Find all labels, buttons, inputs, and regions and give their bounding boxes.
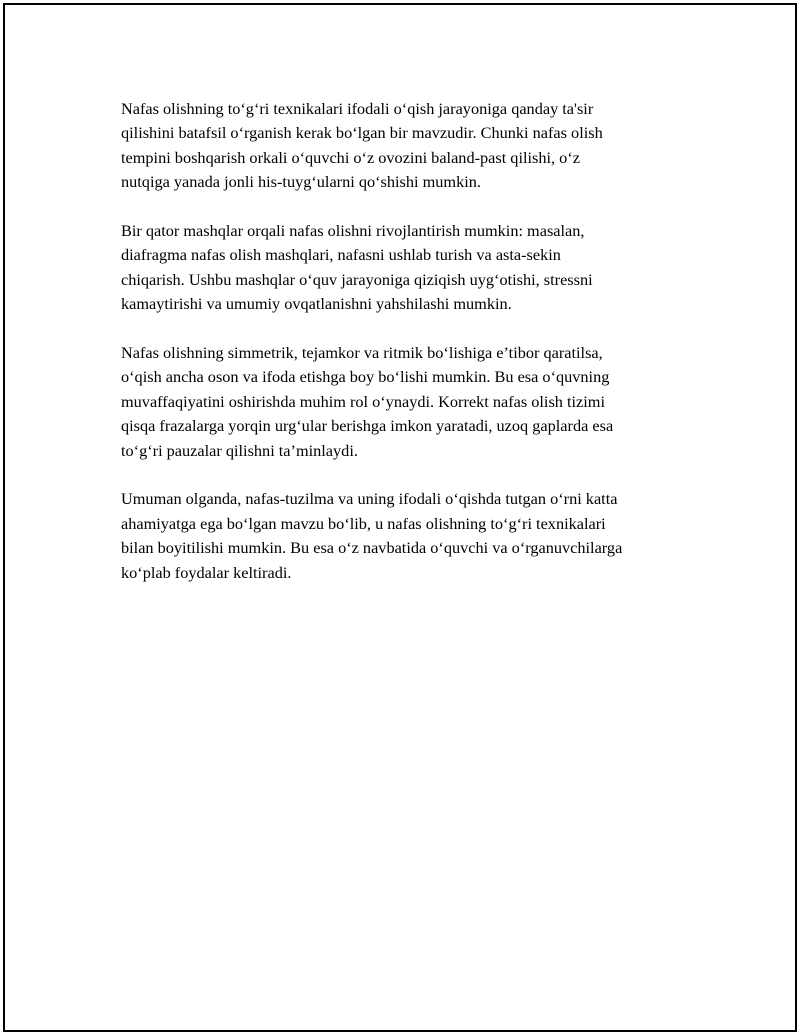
- page-frame: [3, 3, 797, 1032]
- paragraph-2: [121, 219, 701, 317]
- paragraph-line: Nafas olishning to‘g‘ri texnikalari ifodali o‘qish jarayoniga qanday ta'sir: [121, 99, 594, 118]
- document-body: [121, 97, 701, 609]
- paragraph-line: chiqarish. Ushbu mashqlar o‘quv jarayoniga qiziqish uyg‘otishi, stressni: [121, 269, 593, 289]
- paragraph-1: [121, 97, 701, 195]
- paragraph-line: bilan boyitilishi mumkin. Bu esa o‘z navbatida o‘quvchi va o‘rganuvchilarga: [121, 538, 623, 558]
- paragraph-line: Umuman olganda, nafas-tuzilma va uning ifodali o‘qishda tutgan o‘rni katta: [121, 489, 618, 509]
- paragraph-line: qilishini batafsil o‘rganish kerak bo‘lgan bir mavzudir. Chunki nafas olish: [121, 123, 603, 143]
- paragraph-line: muvaffaqiyatini oshirishda muhim rol o‘ynaydi. Korrekt nafas olish tizimi: [121, 391, 605, 411]
- paragraph-line: ko‘plab foydalar keltiradi.: [121, 562, 292, 582]
- paragraph-line: Bir qator mashqlar orqali nafas olishni rivojlantirish mumkin: masalan,: [121, 221, 585, 241]
- paragraph-line: ahamiyatga ega bo‘lgan mavzu bo‘lib, u nafas olishning to‘g‘ri texnikalari: [121, 513, 606, 533]
- paragraph-line: kamaytirishi va umumiy ovqatlanishni yahshilashi mumkin.: [121, 294, 512, 314]
- paragraph-line: diafragma nafas olish mashqlari, nafasni ushlab turish va asta-sekin: [121, 245, 561, 265]
- paragraph-4: [121, 487, 701, 585]
- paragraph-3: [121, 341, 701, 463]
- paragraph-line: Nafas olishning simmetrik, tejamkor va ritmik bo‘lishiga e’tibor qaratilsa,: [121, 343, 603, 363]
- paragraph-line: o‘qish ancha oson va ifoda etishga boy bo‘lishi mumkin. Bu esa o‘quvning: [121, 367, 610, 387]
- paragraph-line: tempini boshqarish orkali o‘quvchi o‘z ovozini baland-past qilishi, o‘z: [121, 147, 580, 167]
- paragraph-line: nutqiga yanada jonli his-tuyg‘ularni qo‘shishi mumkin.: [121, 172, 481, 192]
- paragraph-line: to‘g‘ri pauzalar qilishni ta’minlaydi.: [121, 440, 358, 460]
- paragraph-line: qisqa frazalarga yorqin urg‘ular berishga imkon yaratadi, uzoq gaplarda esa: [121, 416, 614, 436]
